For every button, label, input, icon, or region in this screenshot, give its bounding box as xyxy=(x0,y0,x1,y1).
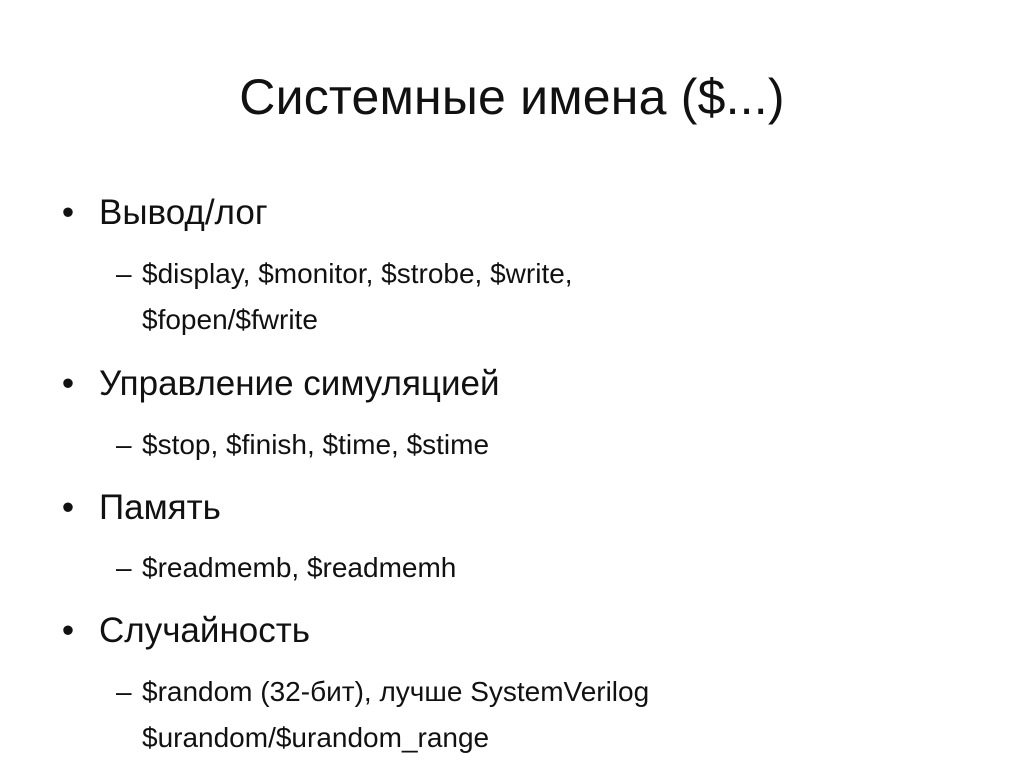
bullet-label: Вывод/лог xyxy=(99,193,268,232)
bullet-label: Память xyxy=(99,488,221,527)
sub-item-line: $fopen/$fwrite xyxy=(142,304,318,335)
sub-item-line: $stop, $finish, $time, $stime xyxy=(142,429,490,460)
dash-icon: – xyxy=(116,258,132,289)
dash-icon: – xyxy=(116,676,132,707)
sub-item-line: $display, $monitor, $strobe, $write, xyxy=(142,258,573,289)
sub-item-line: $readmemb, $readmemh xyxy=(142,552,457,583)
sub-item-line: $urandom/$urandom_range xyxy=(142,722,490,753)
slide-title: Системные имена ($...) xyxy=(239,69,785,125)
dash-icon: – xyxy=(116,552,132,583)
bullet-label: Управление симуляцией xyxy=(99,364,500,403)
bullet-icon: • xyxy=(61,488,75,527)
bullet-label: Случайность xyxy=(99,611,311,650)
bullet-icon: • xyxy=(61,611,75,650)
bullet-icon: • xyxy=(61,364,75,403)
sub-item-line: $random (32-бит), лучше SystemVerilog xyxy=(142,676,650,707)
dash-icon: – xyxy=(116,429,132,460)
bullet-icon: • xyxy=(61,193,75,232)
